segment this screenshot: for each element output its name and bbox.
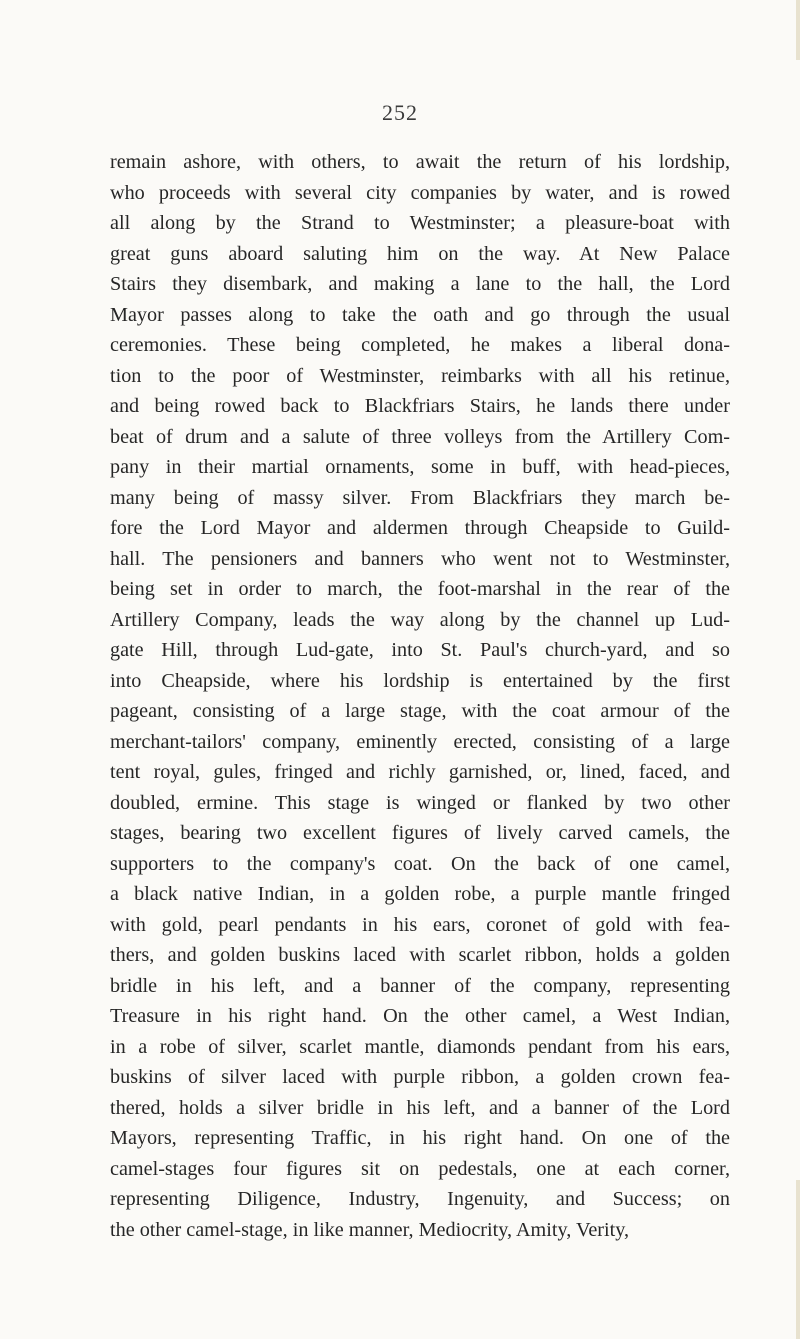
text-line: beat of drum and a salute of three volleys from the Artillery Com- bbox=[110, 425, 730, 448]
text-line: doubled, ermine. This stage is winged or flanked by two other bbox=[110, 791, 730, 814]
page-number: 252 bbox=[382, 100, 418, 125]
text-line: the other camel-stage, in like manner, Mediocrity, Amity, Verity, bbox=[110, 1218, 630, 1241]
text-line: into Cheapside, where his lordship is entertained by the first bbox=[110, 669, 730, 692]
text-line: bridle in his left, and a banner of the company, representing bbox=[110, 974, 730, 997]
text-line: gate Hill, through Lud-gate, into St. Paul's church-yard, and so bbox=[110, 639, 730, 661]
page-edge-mark bbox=[796, 0, 800, 60]
text-line: supporters to the company's coat. On the back of one camel, bbox=[110, 852, 730, 875]
text-line: thered, holds a silver bridle in his left, and a banner of the Lord bbox=[110, 1096, 730, 1119]
text-line: who proceeds with several city companies by water, and is rowed bbox=[110, 181, 730, 204]
text-line: pany in their martial ornaments, some in buff, with head-pieces, bbox=[110, 456, 730, 478]
text-line: all along by the Strand to Westminster; a pleasure-boat with bbox=[110, 212, 730, 234]
text-line: remain ashore, with others, to await the return of his lordship, bbox=[110, 151, 730, 173]
text-line: in a robe of silver, scarlet mantle, diamonds pendant from his ears, bbox=[110, 1035, 730, 1058]
text-line: buskins of silver laced with purple ribbon, a golden crown fea- bbox=[110, 1066, 730, 1088]
text-line: merchant-tailors' company, eminently erected, consisting of a large bbox=[110, 730, 730, 753]
text-line: a black native Indian, in a golden robe, a purple mantle fringed bbox=[110, 883, 730, 905]
text-line: Mayors, representing Traffic, in his right hand. On one of the bbox=[110, 1127, 730, 1149]
text-line: being set in order to march, the foot-marshal in the rear of the bbox=[110, 578, 730, 600]
text-line: Stairs they disembark, and making a lane to the hall, the Lord bbox=[110, 273, 730, 295]
page-edge-mark bbox=[796, 1180, 800, 1339]
text-line: ceremonies. These being completed, he makes a liberal dona- bbox=[110, 334, 730, 356]
text-line: Mayor passes along to take the oath and go through the usual bbox=[110, 303, 730, 326]
text-line: hall. The pensioners and banners who went not to Westminster, bbox=[110, 547, 730, 570]
body-text bbox=[110, 147, 730, 1245]
text-line: camel-stages four figures sit on pedestals, one at each corner, bbox=[110, 1157, 730, 1180]
text-line: tent royal, gules, fringed and richly garnished, or, lined, faced, and bbox=[110, 761, 730, 783]
text-line: many being of massy silver. From Blackfriars they march be- bbox=[110, 486, 730, 509]
text-line: pageant, consisting of a large stage, with the coat armour of the bbox=[110, 700, 730, 722]
text-line: tion to the poor of Westminster, reimbarks with all his retinue, bbox=[110, 364, 730, 387]
text-line: representing Diligence, Industry, Ingenuity, and Success; on bbox=[110, 1188, 730, 1210]
text-line: great guns aboard saluting him on the way. At New Palace bbox=[110, 242, 730, 265]
text-line: Treasure in his right hand. On the other camel, a West Indian, bbox=[110, 1005, 730, 1027]
text-line: Artillery Company, leads the way along by the channel up Lud- bbox=[110, 608, 730, 631]
text-line: thers, and golden buskins laced with scarlet ribbon, holds a golden bbox=[110, 944, 730, 966]
text-line: stages, bearing two excellent figures of lively carved camels, the bbox=[110, 822, 730, 844]
text-line: with gold, pearl pendants in his ears, coronet of gold with fea- bbox=[110, 913, 730, 936]
text-line: fore the Lord Mayor and aldermen through Cheapside to Guild- bbox=[110, 517, 730, 539]
text-line: and being rowed back to Blackfriars Stairs, he lands there under bbox=[110, 395, 730, 417]
